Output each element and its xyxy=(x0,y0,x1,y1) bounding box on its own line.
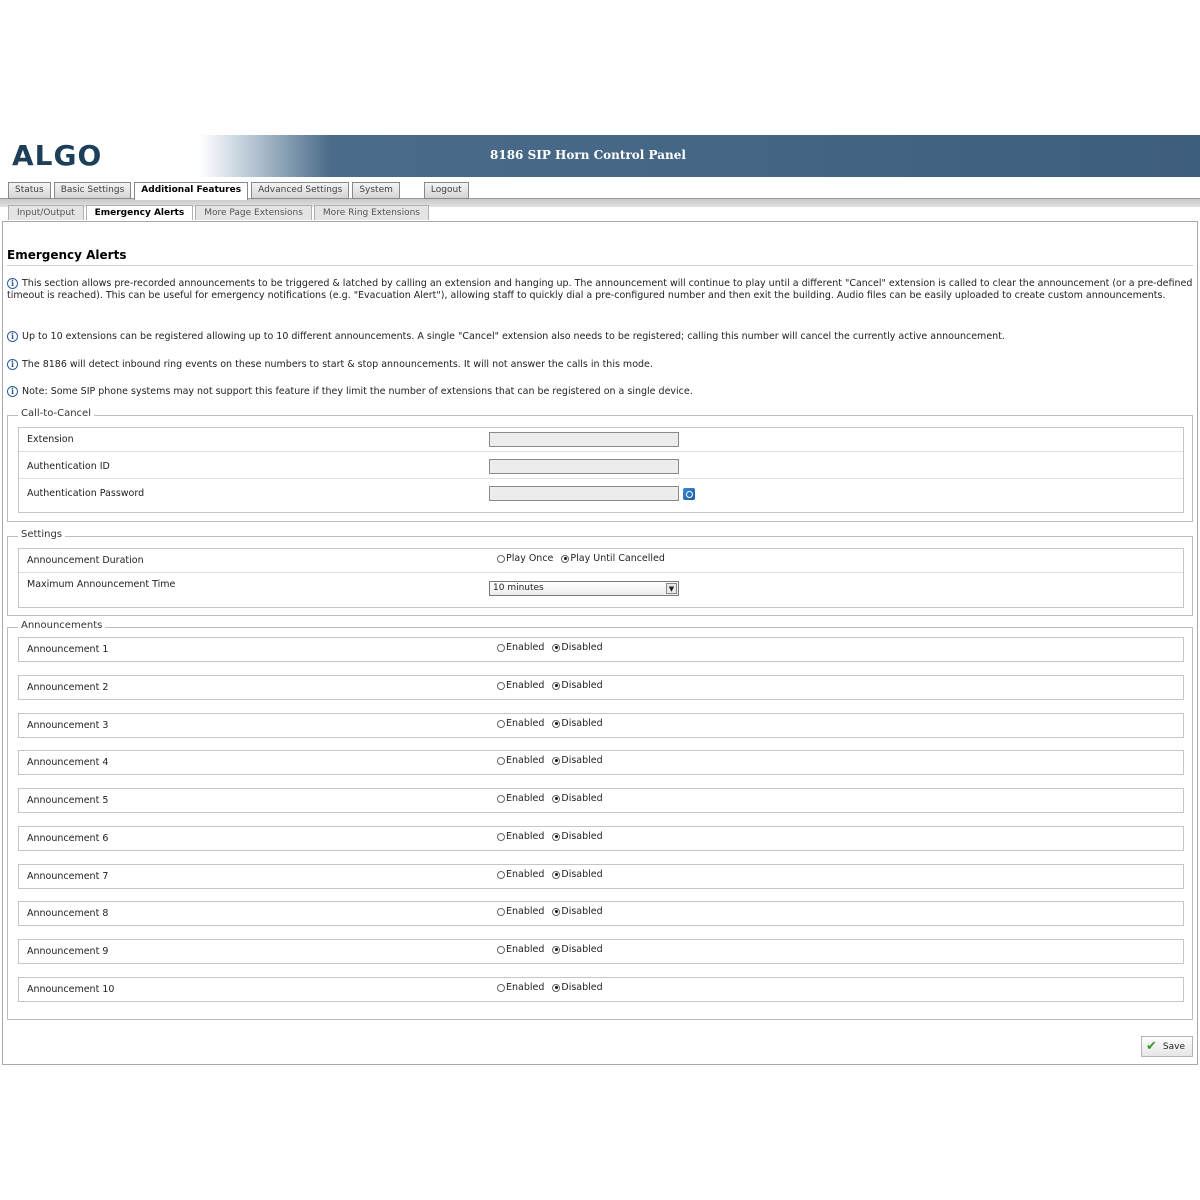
disabled-label: Disabled xyxy=(561,680,603,691)
settings-box xyxy=(18,548,1184,608)
tab-status[interactable]: Status xyxy=(8,182,51,199)
max-time-label: Maximum Announcement Time xyxy=(27,579,176,590)
info-icon: i xyxy=(7,331,18,342)
tab-logout[interactable]: Logout xyxy=(424,182,469,199)
enabled-label: Enabled xyxy=(506,642,545,653)
main-tabs xyxy=(8,182,472,199)
duration-label: Announcement Duration xyxy=(27,555,144,566)
extension-row xyxy=(19,428,1183,452)
call-to-cancel-section xyxy=(7,408,1193,522)
enabled-label: Enabled xyxy=(506,793,545,804)
play-until-cancelled-label: Play Until Cancelled xyxy=(570,553,665,564)
sub-tabs xyxy=(8,205,431,220)
disabled-label: Disabled xyxy=(561,906,603,917)
max-time-select[interactable] xyxy=(489,581,679,596)
announcement-row xyxy=(18,939,1184,964)
announcement-label: Announcement 6 xyxy=(27,833,109,844)
enabled-radio[interactable] xyxy=(497,644,505,652)
max-time-value: 10 minutes xyxy=(493,583,544,593)
announcement-row xyxy=(18,675,1184,700)
settings-legend: Settings xyxy=(18,529,65,540)
announcement-row xyxy=(18,713,1184,738)
enabled-label: Enabled xyxy=(506,755,545,766)
auth-id-row xyxy=(19,455,1183,479)
save-button[interactable] xyxy=(1141,1036,1193,1057)
enabled-label: Enabled xyxy=(506,680,545,691)
tab-advanced-settings[interactable]: Advanced Settings xyxy=(251,182,349,199)
disabled-label: Disabled xyxy=(561,642,603,653)
info-icon: i xyxy=(7,359,18,370)
announcement-row xyxy=(18,977,1184,1002)
announcement-label: Announcement 9 xyxy=(27,946,109,957)
tab-basic-settings[interactable]: Basic Settings xyxy=(54,182,132,199)
enabled-radio[interactable] xyxy=(497,984,505,992)
play-once-label: Play Once xyxy=(506,553,554,564)
disabled-radio[interactable] xyxy=(552,984,560,992)
disabled-label: Disabled xyxy=(561,793,603,804)
info-paragraph xyxy=(7,386,1193,398)
info-text: Up to 10 extensions can be registered allowing up to 10 different announcements. A single "Cancel" extension also needs to be registered; calling this number will cancel the currently active announcement. xyxy=(22,331,1005,342)
disabled-label: Disabled xyxy=(561,944,603,955)
announcement-label: Announcement 3 xyxy=(27,720,109,731)
announcement-row xyxy=(18,826,1184,851)
save-label: Save xyxy=(1162,1041,1185,1052)
announcement-label: Announcement 2 xyxy=(27,682,109,693)
enabled-label: Enabled xyxy=(506,906,545,917)
auth-id-label: Authentication ID xyxy=(27,461,110,472)
announcement-row xyxy=(18,788,1184,813)
tab-system[interactable]: System xyxy=(352,182,400,199)
announcement-label: Announcement 7 xyxy=(27,871,109,882)
announcement-row xyxy=(18,901,1184,926)
disabled-radio[interactable] xyxy=(552,682,560,690)
enabled-radio[interactable] xyxy=(497,757,505,765)
enabled-radio[interactable] xyxy=(497,871,505,879)
settings-section xyxy=(7,529,1193,616)
announcement-label: Announcement 8 xyxy=(27,908,109,919)
announcement-row xyxy=(18,750,1184,775)
enabled-radio[interactable] xyxy=(497,833,505,841)
announcement-label: Announcement 10 xyxy=(27,984,115,995)
content-panel xyxy=(2,221,1198,1065)
auth-password-row xyxy=(19,482,1183,506)
control-panel-title: 8186 SIP Horn Control Panel xyxy=(490,148,686,162)
extension-label: Extension xyxy=(27,434,74,445)
disabled-label: Disabled xyxy=(561,755,603,766)
show-password-icon[interactable] xyxy=(683,488,695,500)
disabled-label: Disabled xyxy=(561,869,603,880)
max-time-row xyxy=(19,573,1183,597)
disabled-radio[interactable] xyxy=(552,720,560,728)
enabled-label: Enabled xyxy=(506,869,545,880)
call-to-cancel-box xyxy=(18,427,1184,513)
subtab-more-page-extensions[interactable]: More Page Extensions xyxy=(195,205,312,220)
disabled-radio[interactable] xyxy=(552,644,560,652)
disabled-radio[interactable] xyxy=(552,871,560,879)
auth-password-input[interactable] xyxy=(489,486,679,501)
auth-id-input[interactable] xyxy=(489,459,679,474)
duration-row xyxy=(19,549,1183,573)
title-divider xyxy=(7,265,1193,266)
play-once-radio[interactable] xyxy=(497,555,505,563)
announcement-label: Announcement 1 xyxy=(27,644,109,655)
disabled-radio[interactable] xyxy=(552,946,560,954)
info-text: Note: Some SIP phone systems may not support this feature if they limit the number of extensions that can be registered on a single device. xyxy=(22,386,693,397)
enabled-label: Enabled xyxy=(506,718,545,729)
announcement-row xyxy=(18,637,1184,662)
enabled-label: Enabled xyxy=(506,944,545,955)
page-title: Emergency Alerts xyxy=(7,248,127,262)
algo-logo: ALGO xyxy=(12,139,103,172)
extension-input[interactable] xyxy=(489,432,679,447)
info-icon: i xyxy=(7,278,18,289)
info-paragraph xyxy=(7,359,1193,371)
info-text: This section allows pre-recorded announcements to be triggered & latched by calling an extension and hanging up. The announcement will continue to play until a different "Cancel" extension is called to clear the announcement (or a pre-defined timeout is reached). This can be useful for emergency notifications (e.g. "Evacuation Alert"), allowing staff to quickly dial a pre-configured number and then exit the building. Audio files can be easily uploaded to create custom announcements. xyxy=(7,278,1193,301)
disabled-label: Disabled xyxy=(561,982,603,993)
info-icon: i xyxy=(7,386,18,397)
info-text: The 8186 will detect inbound ring events on these numbers to start & stop announcements. It will not answer the calls in this mode. xyxy=(22,359,653,370)
play-until-cancelled-radio[interactable] xyxy=(561,555,569,563)
subtab-emergency-alerts[interactable]: Emergency Alerts xyxy=(86,205,194,220)
disabled-radio[interactable] xyxy=(552,795,560,803)
auth-password-label: Authentication Password xyxy=(27,488,145,499)
announcement-label: Announcement 5 xyxy=(27,795,109,806)
enabled-radio[interactable] xyxy=(497,795,505,803)
announcements-legend: Announcements xyxy=(18,620,105,631)
enabled-radio[interactable] xyxy=(497,720,505,728)
header xyxy=(0,135,1200,177)
disabled-label: Disabled xyxy=(561,831,603,842)
enabled-label: Enabled xyxy=(506,831,545,842)
enabled-label: Enabled xyxy=(506,982,545,993)
announcements-section xyxy=(7,620,1193,1020)
disabled-radio[interactable] xyxy=(552,908,560,916)
disabled-label: Disabled xyxy=(561,718,603,729)
tab-additional-features[interactable]: Additional Features xyxy=(134,182,248,200)
enabled-radio[interactable] xyxy=(497,908,505,916)
enabled-radio[interactable] xyxy=(497,682,505,690)
title-banner xyxy=(200,135,1200,177)
disabled-radio[interactable] xyxy=(552,833,560,841)
checkmark-icon: ✔ xyxy=(1146,1038,1157,1054)
call-to-cancel-legend: Call-to-Cancel xyxy=(18,408,94,419)
disabled-radio[interactable] xyxy=(552,757,560,765)
info-paragraph xyxy=(7,331,1193,343)
enabled-radio[interactable] xyxy=(497,946,505,954)
info-paragraph xyxy=(7,278,1193,302)
announcement-label: Announcement 4 xyxy=(27,757,109,768)
subtab-input-output[interactable]: Input/Output xyxy=(8,205,84,220)
subtab-more-ring-extensions[interactable]: More Ring Extensions xyxy=(314,205,429,220)
announcement-row xyxy=(18,864,1184,889)
dropdown-arrow-icon[interactable]: ▼ xyxy=(666,583,677,594)
